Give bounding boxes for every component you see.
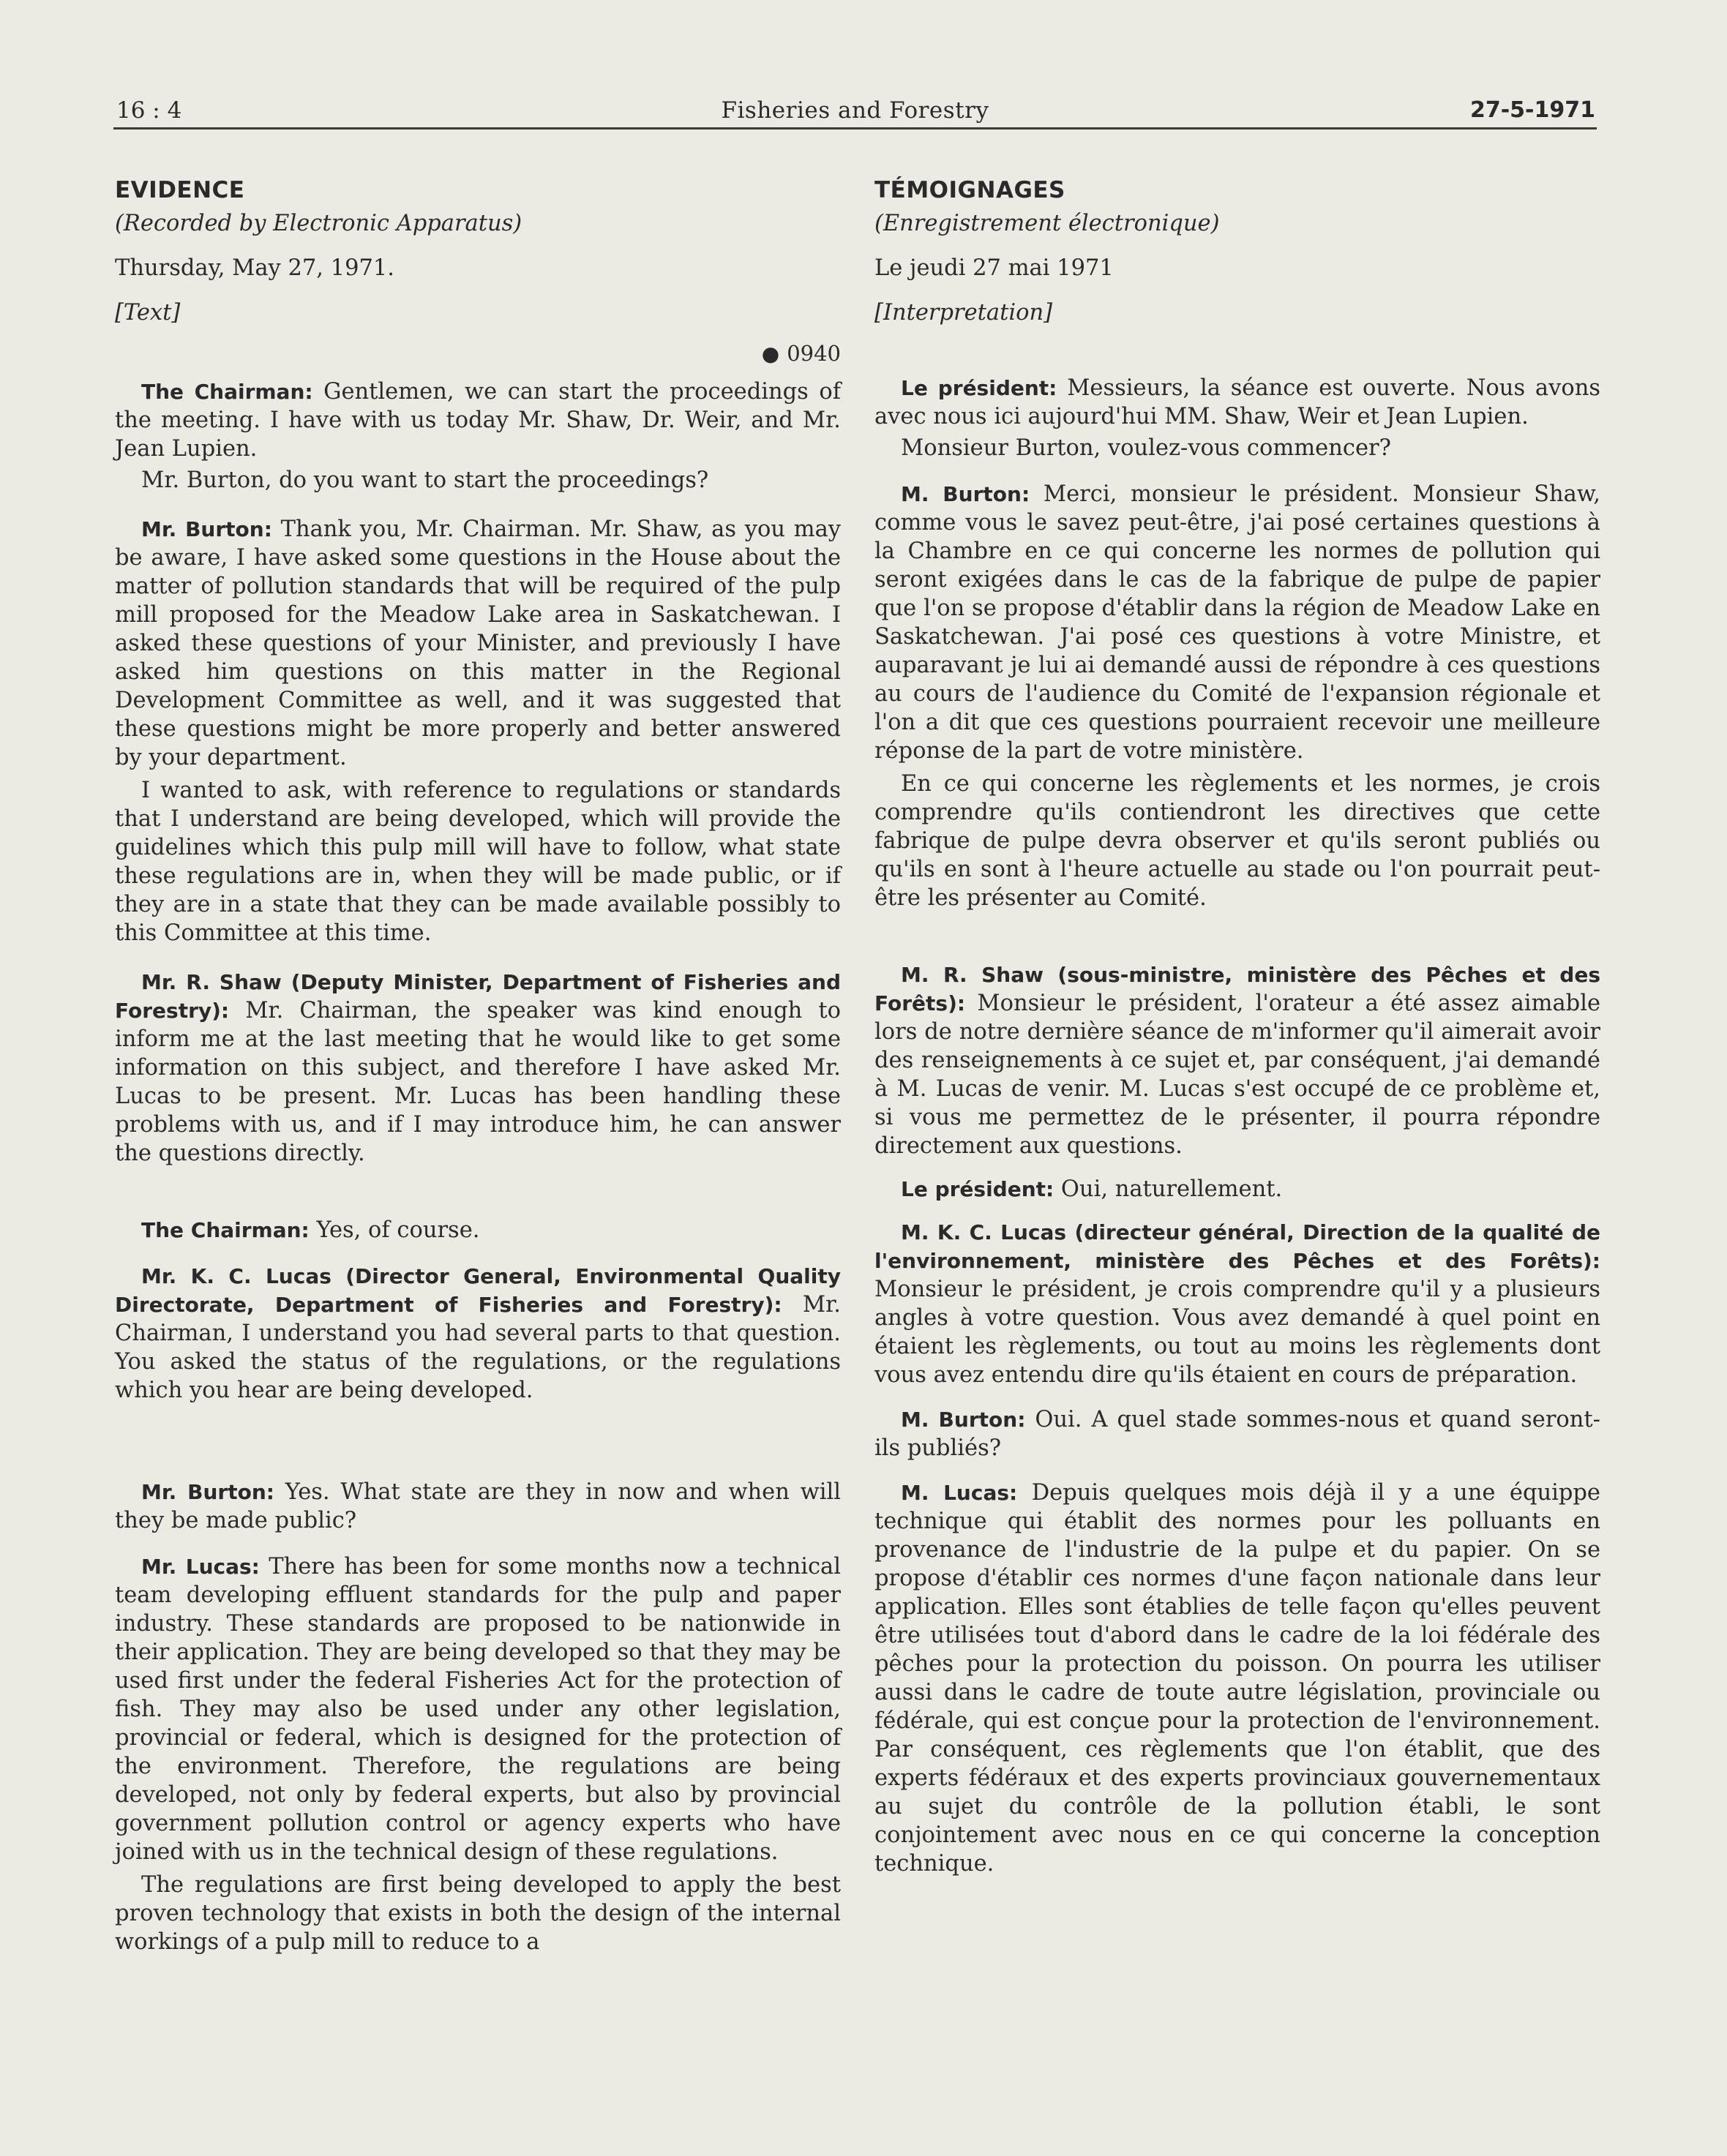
transcript-paragraph <box>115 1262 841 1405</box>
speaker-name: M. K. C. Lucas (directeur général, Direction de la qualité de l'environnement, ministère des Pêches et des Forêts): <box>874 1220 1600 1273</box>
speaker-name: M. Lucas: <box>901 1481 1018 1505</box>
transcript-paragraph <box>874 1175 1600 1203</box>
speech-text: Oui, naturellement. <box>1054 1176 1283 1202</box>
speech-text: Monsieur le président, l'orateur a été assez aimable lors de notre dernière séance de m'informer qu'il aimerait avoir des renseignements à ce sujet et, par conséquent, j'ai demandé à M. Lucas de venir. M. Lucas s'est occupé de ce problème et, si vous me permettez de le présenter, il pourra répondre directement aux questions. <box>874 991 1600 1159</box>
session-date: Le jeudi 27 mai 1971 <box>874 255 1114 281</box>
speech-text: Gentlemen, we can start the proceedings of the meeting. I have with us today Mr. Shaw, Dr. Weir, and Mr. Jean Lupien. <box>115 379 841 462</box>
speech-text: Mr. Burton, do you want to start the proceedings? <box>141 467 709 493</box>
transcript-paragraph <box>874 770 1600 912</box>
transcript-paragraph <box>874 480 1600 765</box>
transcript-paragraph <box>115 968 841 1168</box>
bullet-icon: ● <box>761 342 780 366</box>
publication-title: Fisheries and Forestry <box>721 97 989 124</box>
speech-text: Oui. A quel stade sommes-nous et quand seront-ils publiés? <box>874 1407 1600 1461</box>
transcript-paragraph <box>115 1478 841 1535</box>
speech-text: Yes. What state are they in now and when will they be made public? <box>115 1479 841 1533</box>
speech-text: Monsieur le président, je crois comprendre qu'il y a plusieurs angles à votre question. Vous avez demandé à quel point en étaient les règlements, ou tout au moins les règlements dont vous avez entendu dire qu'ils étaient en cours de préparation. <box>874 1277 1600 1388</box>
speaker-name: The Chairman: <box>141 380 313 404</box>
speech-text: En ce qui concerne les règlements et les normes, je crois comprendre qu'ils contiendront les directives que cette fabrique de pulpe devra observer et qu'ils seront publiés ou qu'ils en sont à l'heure actuelle au stade ou l'on pourrait peut-être les présenter au Comité. <box>874 771 1600 911</box>
transcript-paragraph <box>874 1405 1600 1462</box>
section-subheading: (Enregistrement électronique) <box>874 211 1220 236</box>
speaker-name: The Chairman: <box>141 1218 310 1242</box>
speaker-name: Le président: <box>901 376 1057 400</box>
transcript-paragraph <box>874 961 1600 1160</box>
section-heading: EVIDENCE <box>115 177 245 203</box>
speech-text: Merci, monsieur le président. Monsieur Shaw, comme vous le savez peut-être, j'ai posé certaines questions à la Chambre en ce qui concerne les normes de pollution qui seront exigées dans le cas de la fabrique de pulpe de papier que l'on se propose d'établir dans la région de Meadow Lake en Saskatchewan. J'ai posé ces questions à votre Ministre, et auparavant je lui ai demandé aussi de répondre à ces questions au cours de l'audience du Comité de l'expansion régionale et l'on a dit que ces questions pourraient recevoir une meilleure réponse de la part de votre ministère. <box>874 481 1600 764</box>
transcript-paragraph <box>874 434 1600 462</box>
transcript-paragraph <box>115 1871 841 1956</box>
language-mode: [Interpretation] <box>874 300 1052 326</box>
speaker-name: M. Burton: <box>901 1408 1026 1432</box>
transcript-paragraph <box>115 1216 841 1244</box>
session-date: Thursday, May 27, 1971. <box>115 255 394 281</box>
header-date: 27-5-1971 <box>1469 97 1595 123</box>
speech-text: Yes, of course. <box>309 1217 480 1243</box>
speech-text: Depuis quelques mois déjà il y a une équippe technique qui établit des normes pour les polluants en provenance de l'industrie de la pulpe et du papier. On se propose d'établir ces normes d'une façon nationale dans leur application. Elles sont établies de telle façon qu'elles peuvent être utilisées tout d'abord dans le cadre de la loi fédérale des pêches pour la protection du poisson. On pourra les utiliser aussi dans le cadre de toute autre législation, provinciale ou fédérale, qui est conçue pour la protection de l'environnement. Par conséquent, ces règlements que l'on établit, que des experts fédéraux et des experts provinciaux gouvernementaux au sujet du contrôle de la pollution établi, le sont conjointement avec nous en ce qui concerne la conception technique. <box>874 1480 1600 1877</box>
transcript-paragraph <box>115 1552 841 1866</box>
language-mode: [Text] <box>115 300 181 326</box>
speech-text: Monsieur Burton, voulez-vous commencer? <box>901 435 1391 461</box>
french-column <box>874 176 1600 1878</box>
running-header <box>113 94 1597 129</box>
speech-text: Thank you, Mr. Chairman. Mr. Shaw, as you may be aware, I have asked some questions in the House about the matter of pollution standards that will be required of the pulp mill proposed for the Meadow Lake area in Saskatchewan. I asked these questions of your Minister, and previously I have asked him questions on this matter in the Regional Development Committee as well, and it was suggested that these questions might be more properly and better answered by your department. <box>115 517 841 770</box>
speech-text: Mr. Chairman, I understand you had several parts to that question. You asked the status of the regulations, or the regulations which you hear are being developed. <box>115 1292 841 1403</box>
speaker-name: Mr. Burton: <box>141 517 272 541</box>
transcript-paragraph <box>874 1479 1600 1878</box>
speaker-name: Mr. Lucas: <box>141 1555 260 1579</box>
transcript-paragraph <box>874 374 1600 431</box>
transcript-paragraph <box>115 378 841 463</box>
transcript-paragraph <box>874 1218 1600 1389</box>
transcript-paragraph <box>115 466 841 495</box>
speaker-name: M. Burton: <box>901 482 1030 506</box>
section-heading: TÉMOIGNAGES <box>874 177 1065 203</box>
time-marker: ● 0940 <box>761 341 841 366</box>
english-column <box>115 176 841 1956</box>
speaker-name: Mr. Burton: <box>141 1480 274 1504</box>
speaker-name: Mr. R. Shaw (Deputy Minister, Department of Fisheries and Forestry): <box>115 970 841 1023</box>
speech-text: I wanted to ask, with reference to regulations or standards that I understand are being developed, which will provide the guidelines which this pulp mill will have to follow, what state these regulations are in, when they will be made public, or if they are in a state that they can be made available possibly to this Committee at this time. <box>115 778 841 946</box>
speech-text: Mr. Chairman, the speaker was kind enough to inform me at the last meeting that he would like to get some information on this subject, and therefore I have asked Mr. Lucas to be present. Mr. Lucas has been handling these problems with us, and if I may introduce him, he can answer the questions directly. <box>115 998 841 1166</box>
speech-text: Messieurs, la séance est ouverte. Nous avons avec nous ici aujourd'hui MM. Shaw, Weir et Jean Lupien. <box>874 375 1600 429</box>
speech-text: The regulations are first being developed to apply the best proven technology that exists in both the design of the internal workings of a pulp mill to reduce to a <box>115 1872 841 1955</box>
section-subheading: (Recorded by Electronic Apparatus) <box>115 211 522 236</box>
speaker-name: Le président: <box>901 1177 1054 1201</box>
speaker-name: Mr. K. C. Lucas (Director General, Environmental Quality Directorate, Department of Fisheries and Forestry): <box>115 1264 841 1317</box>
speaker-name: M. R. Shaw (sous-ministre, ministère des Pêches et des Forêts): <box>874 963 1600 1015</box>
transcript-paragraph <box>115 515 841 772</box>
page-number: 16 : 4 <box>116 97 182 124</box>
speech-text: There has been for some months now a technical team developing effluent standards for the pulp and paper industry. These standards are proposed to be nationwide in their application. They are being developed so that they may be used first under the federal Fisheries Act for the protection of fish. They may also be used under any other legislation, provincial or federal, which is designed for the protection of the environment. Therefore, the regulations are being developed, not only by federal experts, but also by provincial government pollution control or agency experts who have joined with us in the technical design of these regulations. <box>115 1554 841 1865</box>
transcript-paragraph <box>115 776 841 947</box>
